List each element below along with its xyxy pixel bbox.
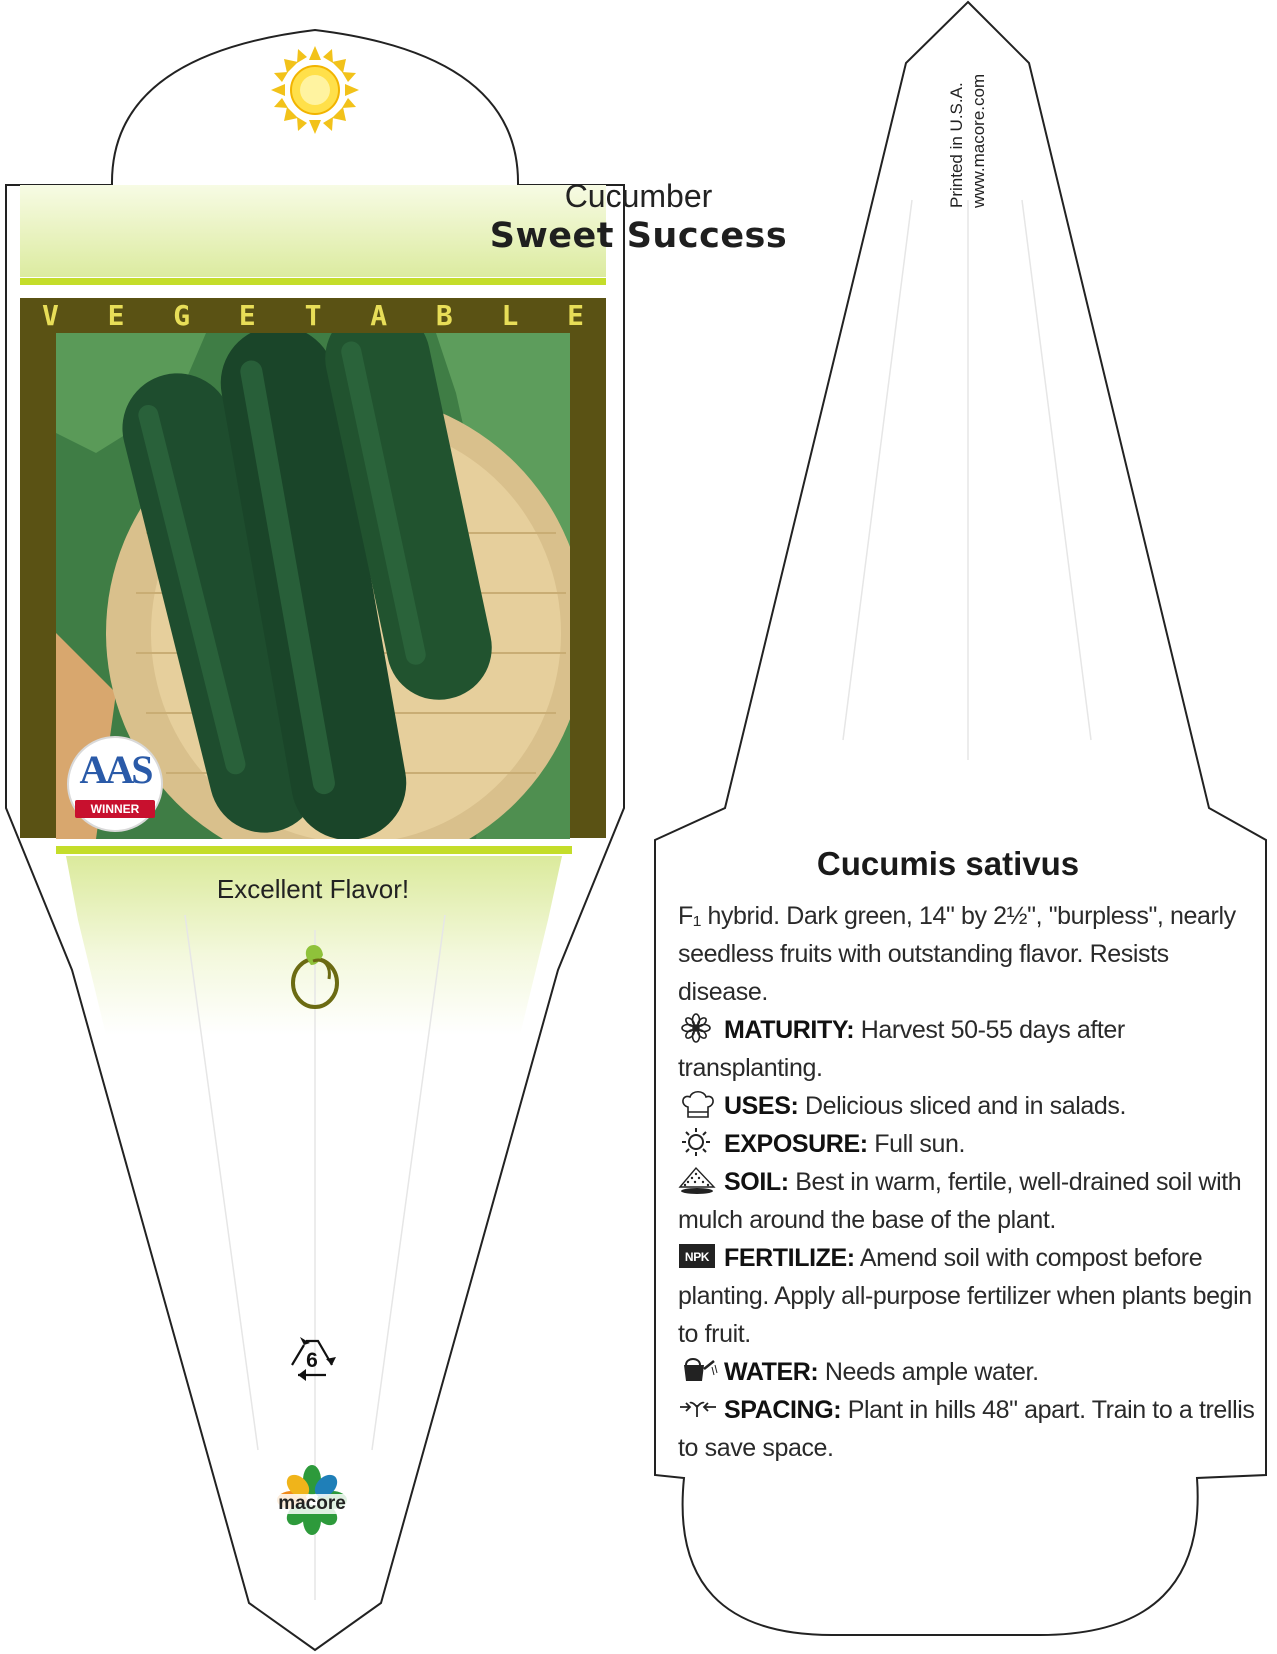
macore-logo [272,1470,352,1540]
soil-label: SOIL: [724,1168,789,1196]
maturity-text: Harvest 50-55 days after transplanting. [678,1016,1125,1082]
growing-info [678,845,1258,1467]
npk-icon [678,1241,718,1271]
fertilize-label: FERTILIZE: [724,1244,855,1272]
species-name: Cucumis sativus [816,845,1080,882]
maturity-label: MATURITY: [724,1016,855,1044]
variety-title: Sweet Success [489,216,788,256]
category-letter: E [567,298,584,332]
soil-icon [678,1165,718,1195]
lower-rule [56,846,572,854]
category-letter: T [304,298,322,332]
water-line [678,1353,1258,1391]
aas-winner-label: WINNER [75,800,155,818]
exposure-line [678,1125,1258,1163]
category-letter: E [238,298,256,332]
category-letter: V [42,298,59,332]
description: F₁ hybrid. Dark green, 14" by 2½", "burpless", nearly seedless fruits with outstanding flavor. Resists disease. [678,902,1236,1006]
printed-info [946,74,990,208]
header-rule [20,278,606,285]
water-text: Needs ample water. [824,1358,1039,1386]
uses-label: USES: [724,1092,799,1120]
tagline: Excellent Flavor! [216,874,410,904]
website: www.macore.com [969,73,988,208]
spacing-line [678,1391,1258,1467]
aas-letters: AAS [79,747,151,792]
sun-graphic [271,46,359,134]
exposure-label: EXPOSURE: [724,1130,868,1158]
aas-winner-badge [67,736,163,832]
category-letter: B [435,298,453,332]
uses-text: Delicious sliced and in salads. [804,1092,1127,1120]
recycle-code: 6 [306,1349,318,1372]
exposure-text: Full sun. [874,1130,966,1158]
watering-can-icon [678,1355,718,1385]
plant-type-title: Cucumber [564,178,713,214]
flower-icon [678,1013,718,1043]
spacing-label: SPACING: [724,1396,842,1424]
brand-name: macore [272,1494,352,1514]
category-letter: A [370,298,388,332]
printed-in: Printed in U.S.A. [947,82,966,208]
category-label [20,298,606,332]
chef-hat-icon [678,1089,718,1119]
spacing-text: Plant in hills 48" apart. Train to a trellis to save space. [678,1396,1255,1462]
category-letter: E [107,298,125,332]
soil-text: Best in warm, fertile, well-drained soil with mulch around the base of the plant. [678,1168,1242,1234]
water-label: WATER: [724,1358,819,1386]
npk-icon-text: NPK [684,1250,710,1264]
sun-icon [678,1127,718,1157]
category-letter: G [173,298,191,332]
soil-line [678,1163,1258,1239]
fertilize-text: Amend soil with compost before planting. Apply all-purpose fertilizer when plants begin to fruit. [678,1244,1252,1348]
seedling-spacing-icon [678,1393,718,1423]
uses-line [678,1087,1258,1125]
fertilize-line [678,1239,1258,1353]
recycle-icon [286,1334,338,1384]
maturity-line [678,1011,1258,1087]
category-letter: L [501,298,519,332]
